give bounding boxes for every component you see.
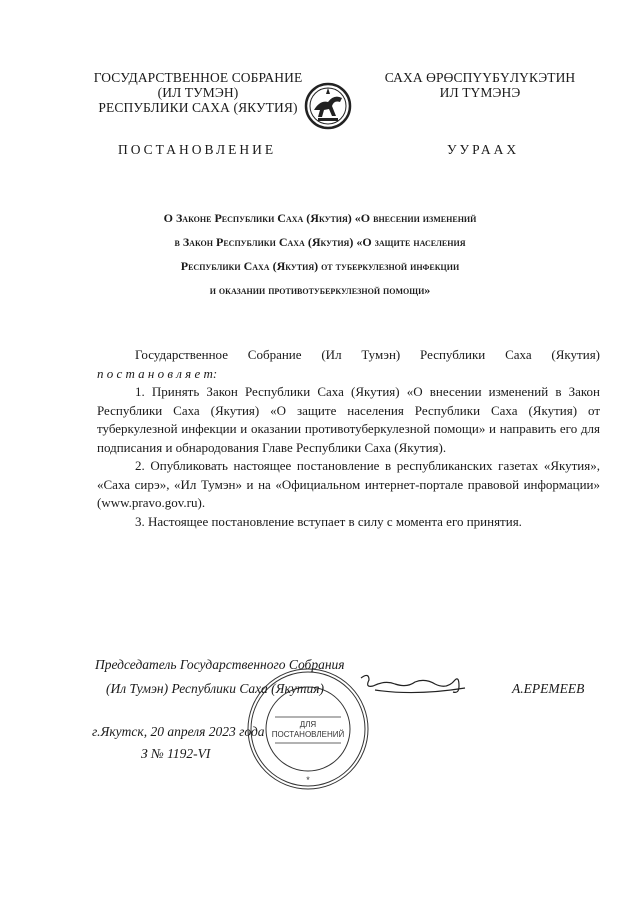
decree-word: п о с т а н о в л я е т: — [97, 365, 218, 381]
issuer-block-ru — [88, 70, 308, 115]
document-title — [90, 206, 550, 302]
issuer-line-3: РЕСПУБЛИКИ САХА (ЯКУТИЯ) — [98, 100, 298, 115]
body-item-1: 1. Принять Закон Республики Саха (Якутия) «О внесении изменений в Закон Республики Саха (Якутия) «О защите населения Республики Саха (Якутия) от туберкулезной инфекции и оказании противотуберкулезной помощи» и направить его для подписания и обнародования Главе Республики Саха (Якутия). — [97, 384, 600, 455]
doc-type-ru: ПОСТАНОВЛЕНИЕ — [118, 142, 277, 157]
document-body — [97, 346, 600, 531]
title-line-4: и оказании противотуберкулезной помощи» — [209, 283, 431, 297]
preamble: Государственное Собрание (Ил Тумэн) Республики Саха (Якутия) — [135, 347, 600, 362]
issuer-line-1: ГОСУДАРСТВЕННОЕ СОБРАНИЕ — [93, 70, 303, 85]
svg-text:*: * — [306, 775, 310, 785]
issuer-line-2: (ИЛ ТУМЭН) — [157, 85, 239, 100]
emblem-icon — [304, 80, 352, 132]
handwritten-signature — [355, 668, 475, 700]
issuer-sakha-line-1: САХА ӨРӨСПҮҮБҮЛҮКЭТИН — [384, 70, 576, 85]
place-date: г.Якутск, 20 апреля 2023 года — [92, 724, 265, 739]
signatory-name: А.ЕРЕМЕЕВ — [512, 681, 585, 696]
title-line-3: Республики Саха (Якутия) от туберкулезной инфекции — [180, 259, 460, 273]
issuer-block-sakha — [380, 70, 580, 100]
stamp-line-1: ДЛЯ — [299, 720, 317, 729]
stamp-line-2: ПОСТАНОВЛЕНИЙ — [271, 730, 345, 739]
title-line-2: в Закон Республики Саха (Якутия) «О защите населения — [174, 235, 466, 249]
signatory-title-line-1: Председатель Государственного Собрания — [95, 657, 345, 672]
document-number: З № 1192-VI — [141, 746, 211, 761]
body-item-3: 3. Настоящее постановление вступает в силу с момента его принятия. — [135, 513, 522, 529]
title-line-1: О Законе Республики Саха (Якутия) «О внесении изменений — [163, 211, 477, 225]
signatory-title-line-2: (Ил Тумэн) Республики Саха (Якутия) — [106, 681, 325, 696]
body-item-2: 2. Опубликовать настоящее постановление в республиканских газетах «Якутия», «Саха сирэ», «Ил Тумэн» и на «Официальном интернет-портале правовой информации» (www.pravo.gov.ru). — [97, 458, 600, 510]
issuer-sakha-line-2: ИЛ ТҮМЭНЭ — [439, 85, 521, 100]
doc-type-sakha: УУРААХ — [447, 142, 520, 157]
